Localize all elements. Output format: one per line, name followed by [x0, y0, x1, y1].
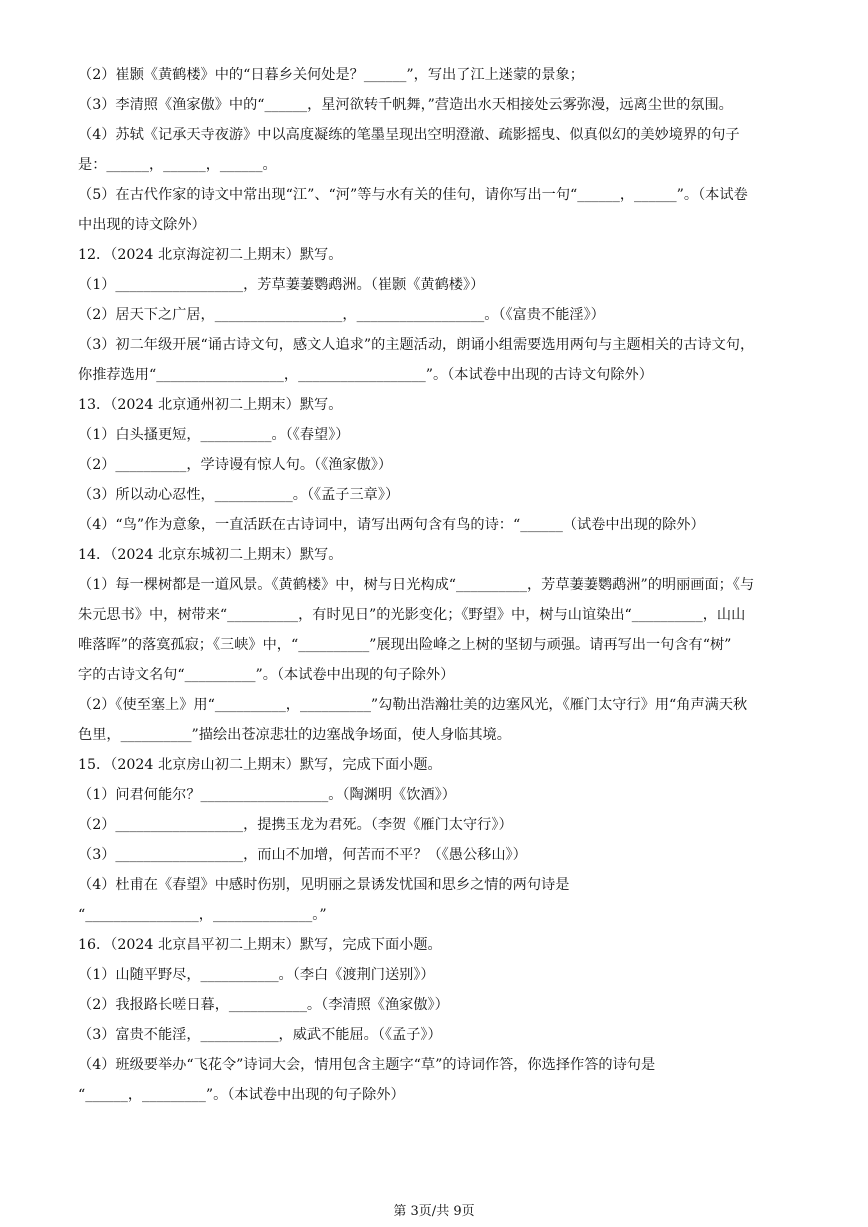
text-line-28: （4）杜甫在《春望》中感时伤别，见明丽之景诱发忧国和思乡之情的两句诗是: [78, 877, 570, 893]
text-line-29: “________________，______________。”: [78, 907, 327, 923]
text-line-8: （1）__________________，芳草萋萋鹦鹉洲。（崔颢《黄鹤楼》）: [78, 277, 485, 293]
question-12-heading: 12．（2024 北京海淀初二上期末）默写。: [78, 247, 343, 263]
text-line-31: （1）山随平野尽，___________。（李白《渡荆门送别》）: [78, 967, 435, 983]
question-15-heading: 15．（2024 北京房山初二上期末）默写，完成下面小题。: [78, 757, 442, 773]
text-line-19: 朱元思书》中，树带来“__________，有时见日”的光影变化；《野望》中，树与山谊染出“__________，山山: [78, 607, 746, 623]
text-line-23: 色里，__________”描绘出苍凉悲壮的边塞战争场面，使人身临其境。: [78, 727, 511, 743]
text-line-14: （2）__________，学诗谩有惊人句。（《渔家傲》）: [78, 457, 393, 473]
question-14-heading: 14．（2024 北京东城初二上期末）默写。: [78, 547, 343, 563]
text-line-4: 是：______，______，______。: [78, 157, 277, 173]
text-line-32: （2）我报路长嗟日暮，___________。（李清照《渔家傲》）: [78, 997, 449, 1013]
text-line-3: （4）苏轼《记承天寺夜游》中以高度凝练的笔墨呈现出空明澄澈、疏影摇曳、似真似幻的美妙境界的句子: [78, 127, 740, 143]
text-line-10: （3）初二年级开展“诵古诗文句，感文人追求”的主题活动，朗诵小组需要选用两句与主题相关的古诗文句，: [78, 337, 755, 353]
text-line-34: （4）班级要举办“飞花令”诗词大会，情用包含主题字“草”的诗词作答，你选择作答的诗句是: [78, 1057, 656, 1073]
text-line-21: 字的古诗文名句“__________”。（本试卷中出现的句子除外）: [78, 667, 455, 683]
text-line-33: （3）富贵不能淫，___________，威武不能屈。（《孟子》）: [78, 1027, 442, 1043]
question-13-heading: 13．（2024 北京通州初二上期末）默写。: [78, 397, 343, 413]
text-line-18: （1）每一棵树都是一道风景。《黄鹤楼》中，树与日光构成“__________，芳草萋萋鹦鹉洲”的明丽画面；《与: [78, 577, 755, 593]
text-line-20: 唯落晖”的落寞孤寂；《三峡》中，“__________”展现出险峰之上树的坚韧与顽强。请再写出一句含有“树”: [78, 637, 732, 653]
text-line-11: 你推荐选用“__________________，__________________”。（本试卷中出现的古诗文句除外）: [78, 367, 653, 383]
page-number: 第 3页/共 9页: [393, 1204, 475, 1219]
question-16-heading: 16．（2024 北京昌平初二上期末）默写，完成下面小题。: [78, 937, 442, 953]
text-line-27: （3）__________________，而山不加增，何苦而不平？（《愚公移山》）: [78, 847, 527, 863]
text-line-15: （3）所以动心忍性，___________。（《孟子三章》）: [78, 487, 400, 503]
text-line-26: （2）__________________，提携玉龙为君死。（李贺《雁门太守行》）: [78, 817, 513, 833]
text-line-25: （1）问君何能尔？__________________。（陶渊明《饮酒》）: [78, 787, 456, 803]
text-line-5: （5）在古代作家的诗文中常出现“江”、“河”等与水有关的佳句，请你写出一句“______，______”。（本试卷: [78, 187, 748, 203]
text-line-16: （4）“鸟”作为意象，一直活跃在古诗词中，请写出两句含有鸟的诗：“______（试卷中出现的除外）: [78, 517, 705, 533]
text-line-1: （2）崔颢《黄鹤楼》中的“日暮乡关何处是？______”，写出了江上迷蒙的景象；: [78, 67, 584, 83]
text-line-35: “______，_________”。（本试卷中出现的句子除外）: [78, 1087, 405, 1103]
text-line-6: 中出现的诗文除外）: [78, 217, 206, 233]
text-line-22: （2）《使至塞上》用“__________，__________”勾勒出浩瀚壮美的边塞风光，《雁门太守行》用“角声满天秋: [78, 697, 748, 713]
text-line-9: （2）居天下之广居，__________________，__________________。（《富贵不能淫》）: [78, 307, 605, 323]
text-line-2: （3）李清照《渔家傲》中的“______，星河欲转千帆舞，”营造出水天相接处云雾弥漫，远离尘世的氛围。: [78, 97, 733, 113]
text-line-13: （1）白头搔更短，__________。（《春望》）: [78, 427, 350, 443]
